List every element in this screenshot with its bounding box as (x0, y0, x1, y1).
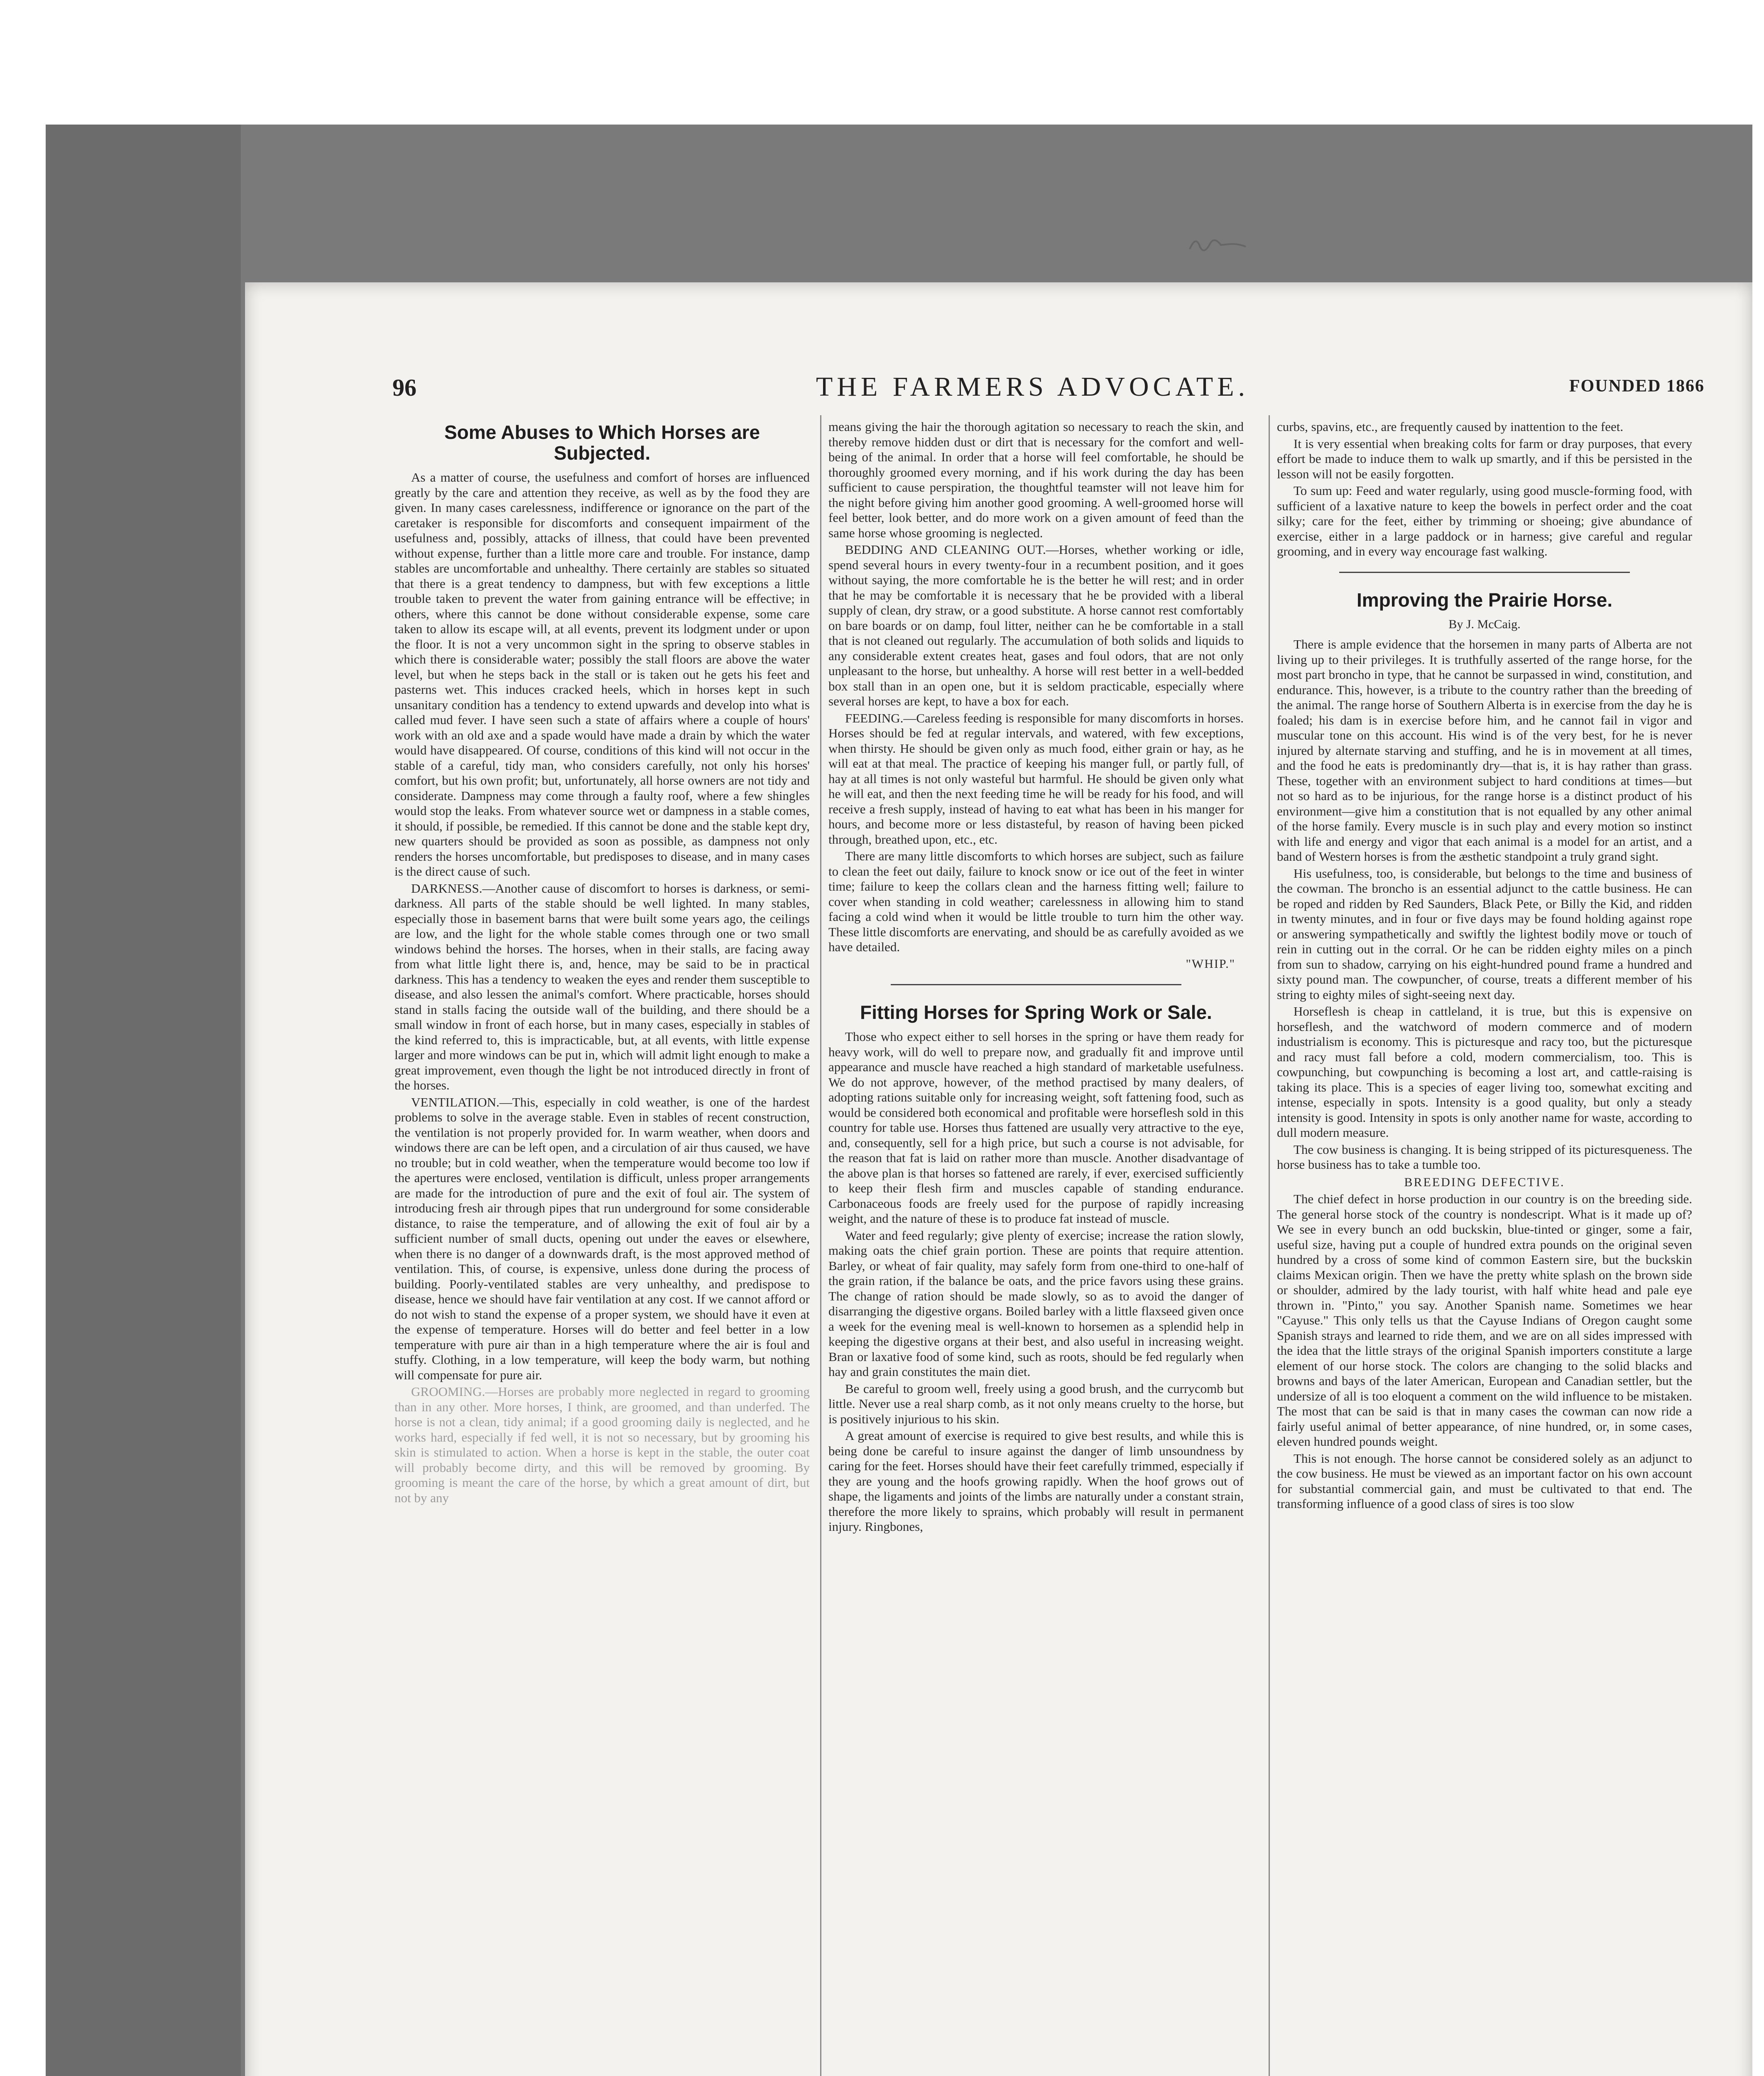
paragraph: DARKNESS.—Another cause of discomfort to horses is darkness, or semi-darkness. All parts of the stable should be well lighted. In many stables, especially those in basement barns that were built some years ago, the ceilings are low, and the light for the whole stable comes through one or two small windows behind the horses. The horses, when in their stalls, are facing away from what little light there is, and, hence, may be said to be in practical darkness. This has a tendency to weaken the eyes and render them susceptible to disease, and also lessen the animal's comfort. Where practicable, horses should stand in stalls facing the outside wall of the building, and there should be a small window in front of each horse, but in many cases, especially in stables of the kind referred to, this is impracticable, but, at all events, with little expense larger and more windows can be put in, which will admit light enough to make a great improvement, even though the light be not introduced directly in front of the horses. (394, 881, 810, 1092)
paragraph: Be careful to groom well, freely using a good brush, and the currycomb but little. Never use a real sharp comb, as it not only means cruelty to the horse, but is positively injurious to his skin. (828, 1381, 1244, 1426)
pencil-mark (1188, 233, 1258, 257)
paragraph: The cow business is changing. It is being stripped of its picturesqueness. The horse business has to take a tumble too. (1277, 1142, 1692, 1172)
article-heading-abuses: Some Abuses to Which Horses are Subjected. (444, 421, 760, 464)
paragraph: A great amount of exercise is required to give best results, and while this is being done be careful to insure against the danger of limb unsoundness by caring for the feet. Horses should have their feet carefully trimmed, especially if they are young and the hoofs growing rapidly. When the hoof grows out of shape, the ligaments and joints of the limbs are naturally under a constant strain, therefore the more likely to sprains, which probably will result in permanent injury. Ringbones, (828, 1428, 1244, 1534)
paragraph: This is not enough. The horse cannot be considered solely as an adjunct to the cow business. He must be viewed as an important factor on his own account for substantial commercial gain, and must be cultivated to that end. The transforming influence of a good class of sires is too slow (1277, 1451, 1692, 1511)
page-header (392, 374, 1705, 411)
paragraph: Horseflesh is cheap in cattleland, it is true, but this is expensive on horseflesh, and the watchword of modern commerce and of modern industrialism is economy. This is picturesque and racy too, but the picturesque and racy must fall before a cold, modern commercialism, too. This is cowpunching, but cowpunching is becoming a lost art, and cattle-raising is taking its place. This is a species of eager living too, somewhat exciting and intense, especially in spots. Intensity is a good quality, but only a steady intensity is good. Intensity in spots is only another name for waste, according to dull modern measure. (1277, 1004, 1692, 1140)
paragraph: To sum up: Feed and water regularly, using good muscle-forming food, with sufficient of a laxative nature to keep the bowels in perfect order and the coat silky; care for the feet, either by trimming or shoeing; give abundance of exercise, either in a large paddock or in harness; give careful and regular grooming, and in every way encourage fast walking. (1277, 483, 1692, 558)
founded-line: FOUNDED 1866 (1569, 377, 1705, 396)
paragraph: means giving the hair the thorough agitation so necessary to reach the skin, and thereby remove hidden dust or dirt that is necessary for the comfort and well-being of the animal. In order that a horse will feel comfortable, he should be thoroughly groomed every morning, and if his work during the day has been sufficient to cause perspiration, the thoughtful teamster will not leave him for the night before giving him another good grooming. A well-groomed horse will feel better, look better, and do more work on a given amount of feed than the same horse whose grooming is neglected. (828, 419, 1244, 540)
paragraph: curbs, spavins, etc., are frequently caused by inattention to the feet. (1277, 419, 1624, 434)
column-3 (1277, 419, 1692, 1513)
byline: By J. McCaig. (1448, 617, 1521, 631)
paragraph: FEEDING.—Careless feeding is responsible for many discomforts in horses. Horses should be fed at regular intervals, and watered, with few exceptions, when thirsty. He should be given only as much food, either grain or hay, as he will eat at that meal. The practice of keeping his manger full, or partly full, of hay at all times is not only wasteful but harmful. He should be given only what he will eat, and then the next feeding time he will be ready for his food, and will receive a fresh supply, instead of having to eat what has been in his manger for hours, and become more or less distasteful, by reason of having been picked through, breathed upon, etc., etc. (828, 710, 1244, 847)
article-divider (1339, 572, 1630, 573)
signature: "WHIP." (1186, 957, 1235, 971)
paragraph: It is very essential when breaking colts for farm or dray purposes, that every effort be made to induce them to walk up smartly, and if this be persisted in the lesson will not be easily forgotten. (1277, 436, 1692, 481)
paragraph: His usefulness, too, is considerable, but belongs to the time and business of the cowman. The broncho is an essential adjunct to the cattle business. He can be roped and ridden by Red Saunders, Black Pete, or Billy the Kid, and ridden in twenty minutes, and in four or five days may be found holding against rope or answering sympathetically and swiftly the lightest bodily move or touch of rein in cutting out in the corral. Or he can be ridden eighty miles on a pinch from sun to shadow, carrying on his eight-hundred pound frame a hundred and sixty pound man. The cowpuncher, of course, treats a different member of his string to eighty miles of sight-seeing next day. (1277, 866, 1692, 1002)
column-divider (1269, 415, 1270, 2076)
paragraph: BEDDING AND CLEANING OUT.—Horses, whether working or idle, spend several hours in every twenty-four in a recumbent position, and it goes without saying, the more comfortable he is the better he will rest; and in order that he may be comfortable it is necessary that he be provided with a liberal supply of clean, dry straw, or a good substitute. A horse cannot rest comfortably on bare boards or on damp, foul litter, neither can he be comfortable in a stall that is not cleaned out regularly. The accumulation of both solids and liquids to any considerable extent creates heat, gases and foul odors, that are not only unpleasant to the horse, but unhealthy. A horse will rest better in a well-bedded box stall than in an open one, but it is seldom practicable, especially where several horses are kept, to have a box for each. (828, 542, 1244, 708)
article-divider (891, 984, 1181, 985)
article-heading-fitting: Fitting Horses for Spring Work or Sale. (860, 1001, 1212, 1023)
paragraph: Those who expect either to sell horses in the spring or have them ready for heavy work, will do well to prepare now, and gradually fit and improve until appearance and muscle have reached a high standard of marketable usefulness. We do not approve, however, of the method practised by many dealers, of adopting rations suitable only for increasing weight, soft fattening food, such as would be considered both economical and profitable were horseflesh sold in this country for table use. Horses thus fattened are usually very attractive to the eye, and, consequently, sell for a high price, but such a course is not advisable, for the reason that fat is laid on rather more than muscle. Another disadvantage of the above plan is that horses so fattened are rarely, if ever, exercised sufficiently to keep their flesh firm and muscles capable of standing endurance. Carbonaceous foods are freely used for the purpose of rapidly increasing weight, and the nature of these is to produce fat instead of muscle. (828, 1029, 1244, 1226)
paragraph: There is ample evidence that the horsemen in many parts of Alberta are not living up to their privileges. It is truthfully asserted of the range horse, for the most part broncho in type, that he cannot be surpassed in wind, constitution, and endurance. This, however, is a tribute to the country rather than the breeding of the animal. The range horse of Southern Alberta is in exercise from the day he is foaled; his dam is in exercise before him, and he cannot fail in vigor and muscular tone on this account. His wind is of the very best, for he is never injured by alternate starving and stuffing, and he is in movement at all times, and the food he eats is predominantly dry—that is, it is hay rather than grass. These, together with an environment subject to hard conditions at times—but not so hard as to be injurious, for the range horse is a distinct product of his environment—give him a constitution that is not equalled by any other animal of the horse family. Every muscle is in such play and every motion so instinct with life and energy and vigor that each animal is a model for an artist, and a band of Western horses is from the æsthetic standpoint a truly grand sight. (1277, 637, 1692, 864)
paragraph: The chief defect in horse production in our country is on the breeding side. The general horse stock of the country is nondescript. What is it made up of? We see in every bunch an odd buckskin, blue-tinted or ginger, some a fair, useful size, having put a couple of hundred extra pounds on the original seven hundred by a cross of some kind of common Eastern sire, but the buckskin claims Mexican origin. Then we have the pretty white splash on the brown side or shoulder, admired by the lady tourist, with half white head and pale eye thrown in. "Pinto," you say. Another Spanish name. Sometimes we hear "Cayuse." This only tells us that the Cayuse Indians of Oregon caught some Spanish strays and learned to ride them, and we are on all sides impressed with the idea that the little strays of the original Spanish importers constitute a large element of our horse stock. The colors are changing to the solid blacks and browns and bays of the later American, European and Canadian settler, but the undersize of all is too eloquent a comment on the wild influence to be mistaken. The most that can be said is that in many cases the cowman can now ride a fairly useful animal of better appearance, of nine hundred, or, in some cases, eleven hundred pounds weight. (1277, 1192, 1692, 1449)
paragraph: There are many little discomforts to which horses are subject, such as failure to clean the feet out daily, failure to knock snow or ice out of the feet in winter time; failure to keep the collars clean and the harness fitting well; failure to cover when standing in cold weather; carelessness in allowing him to stand facing a cold wind when it would be little trouble to turn him the other way. These little discomforts are enervating, and should be as carefully avoided as we have detailed. (828, 849, 1244, 954)
paragraph: VENTILATION.—This, especially in cold weather, is one of the hardest problems to solve in the average stable. Even in stables of recent construction, the ventilation is not properly provided for. In warm weather, when doors and windows there are can be left open, and a circulation of air thus caused, we have no trouble; but in cold weather, when the temperature would become too low if the apertures were enclosed, ventilation is difficult, unless proper arrangements are made for the introduction of pure and the exit of foul air. The system of introducing fresh air through pipes that run underground for some considerable distance, to raise the temperature, and of allowing the exit of foul air by a sufficient number of small ducts, opening out under the eaves or elsewhere, when there is no danger of a downwards draft, is the most approved method of ventilation. This, of course, is expensive, unless done during the process of building. Poorly-ventilated stables are very unhealthy, and predispose to disease, hence we should have fair ventilation at any cost. If we cannot afford or do not wish to stand the expense of a proper system, we should have it even at the expense of temperature. Horses will do better and feel better in a low temperature with pure air than in a high temperature where the air is foul and stuffy. Clothing, in a low temperature, will keep the body warm, but nothing will compensate for pure air. (394, 1094, 810, 1382)
page-number: 96 (392, 374, 416, 401)
paragraph-faded: GROOMING.—Horses are probably more neglected in regard to grooming than in any other. More horses, I think, are groomed, and than underfed. The horse is not a clean, tidy animal; if a good grooming daily is neglected, and he works hard, especially if fed well, it is not so necessary, but by grooming his skin is stimulated to action. When a horse is kept in the stable, the outer coat will probably become dirty, and this will be removed by grooming. By grooming is meant the care of the horse, by which a great amount of dirt, but not by any (394, 1384, 810, 1505)
paragraph: As a matter of course, the usefulness and comfort of horses are influenced greatly by the care and attention they receive, as well as by the food they are given. In many cases carelessness, indifference or ignorance on the part of the caretaker is responsible for discomforts and consequent impairment of the usefulness and, possibly, attacks of illness, that could have been prevented without expense, further than a little more care and trouble. For instance, damp stables are uncomfortable and unhealthy. There certainly are stables so situated that there is a great tendency to dampness, but with few exceptions a little trouble taken to prevent the water from gaining entrance will be effective; in others, where this cannot be done without considerable expense, some care taken to allow its escape will, at all events, prevent its lodgment under or upon the floor. It is not a very uncommon sight in the spring to observe stables in which there is considerable water; possibly the stall floors are above the water level, but when he steps back in the stall or is taken out he gets his feet and pasterns wet. This induces cracked heels, which in horses kept in such unsanitary condition has a tendency to extend upwards and develop into what is called mud fever. I have seen such a state of affairs where a couple of hours' work with an old axe and a spade would have made a drain by which the water would have disappeared. Of course, conditions of this kind will not occur in the stable of a careful, tidy man, who considers carefully, not only his horses' comfort, but his own profit; but, unfortunately, all horse owners are not tidy and considerate. Dampness may come through a faulty roof, where a few shingles would stop the leaks. From whatever source wet or dampness in a stable comes, it should, if possible, be remedied. If this cannot be done and the stable kept dry, new quarters should be provided as soon as possible, as dampness not only renders the horses uncomfortable, but predisposes to disease, and in many cases is the direct cause of such. (394, 470, 810, 879)
masthead: THE FARMERS ADVOCATE. (816, 372, 1250, 402)
column-divider (820, 415, 821, 2076)
subheading: BREEDING DEFECTIVE. (1404, 1175, 1565, 1189)
column-1 (394, 419, 810, 1507)
column-2 (828, 419, 1244, 1536)
scanner-backdrop-left (46, 125, 241, 2076)
paragraph: Water and feed regularly; give plenty of exercise; increase the ration slowly, making oats the chief grain portion. These are points that require attention. Barley, or wheat of fair quality, may safely form from one-third to one-half of the grain ration, if the balance be oats, and the price favors using these grains. The change of ration should be made slowly, so as to avoid the danger of disarranging the digestive organs. Boiled barley with a little flaxseed given once a week for the evening meal is well-known to horsemen as a splendid help in keeping the digestive organs at their best, and also useful in increasing weight. Bran or laxative food of some kind, such as roots, should be fed regularly when hay and grain constitutes the main diet. (828, 1228, 1244, 1379)
article-heading-prairie: Improving the Prairie Horse. (1356, 589, 1613, 611)
